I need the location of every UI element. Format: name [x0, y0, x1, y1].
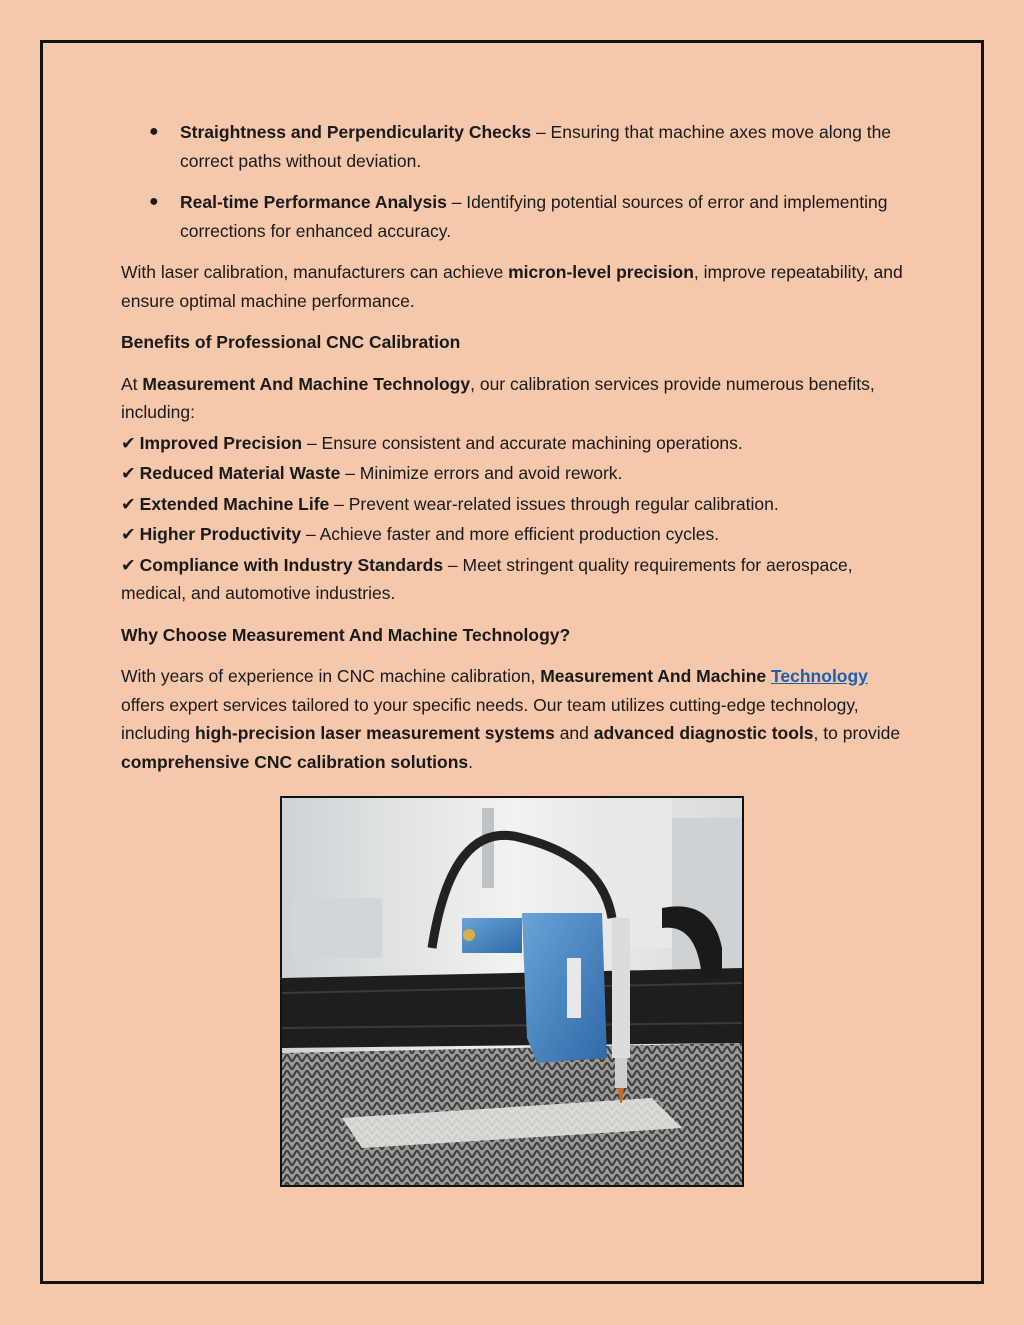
paragraph-text: , to provide [813, 723, 901, 743]
company-name: Measurement And Machine [540, 666, 772, 686]
bullet-title: Straightness and Perpendicularity Checks [180, 122, 532, 142]
paragraph-emphasis: advanced diagnostic tools [593, 723, 814, 743]
technology-link[interactable]: Technology [771, 666, 868, 686]
benefit-item [121, 551, 911, 608]
why-choose-heading: Why Choose Measurement And Machine Technology? [121, 624, 571, 645]
why-choose-paragraph [121, 662, 911, 776]
check-mark-icon: ✔ [121, 493, 136, 514]
paragraph-text: With laser calibration, manufacturers can achieve [121, 262, 509, 282]
benefit-text: – Meet stringent quality requirements for aerospace, medical, and automotive industries. [121, 554, 853, 603]
benefit-text: – Achieve faster and more efficient production cycles. [301, 524, 720, 544]
bullet-item [121, 188, 911, 245]
company-name: Measurement And Machine Technology [142, 373, 471, 394]
paragraph-text: offers expert services tailored to your specific needs. Our team utilizes cutting-edge technology, including [121, 694, 859, 743]
bullet-dot-icon: ● [149, 123, 159, 140]
bullet-dot-icon: ● [149, 193, 159, 210]
paragraph-emphasis: comprehensive CNC calibration solutions [121, 751, 469, 772]
cnc-machine-illustration [282, 798, 742, 1185]
paragraph-text: , our calibration services provide numerous benefits, including: [121, 373, 875, 422]
document-body [121, 118, 911, 789]
bullet-text: – Ensuring that machine axes move along the correct paths without deviation. [180, 122, 892, 171]
bullet-title: Real-time Performance Analysis [180, 192, 447, 212]
paragraph-text: , improve repeatability, and ensure optimal machine performance. [121, 262, 903, 311]
paragraph-text: and [554, 723, 594, 743]
check-mark-icon: ✔ [121, 432, 136, 453]
benefit-title: Compliance with Industry Standards [139, 554, 444, 575]
benefit-title: Extended Machine Life [139, 493, 330, 514]
check-mark-icon: ✔ [121, 463, 136, 483]
benefit-title: Reduced Material Waste [139, 463, 341, 483]
check-mark-icon: ✔ [121, 524, 136, 544]
benefit-text: – Prevent wear-related issues through regular calibration. [329, 493, 779, 514]
benefit-title: Improved Precision [139, 432, 303, 453]
benefit-item [121, 520, 911, 549]
feature-bullet-list [121, 118, 911, 245]
benefit-text: – Ensure consistent and accurate machining operations. [302, 432, 743, 453]
bullet-text: – Identifying potential sources of error and implementing corrections for enhanced accuracy. [180, 192, 888, 241]
benefit-item [121, 459, 911, 488]
benefits-intro [121, 370, 911, 427]
laser-calibration-paragraph [121, 258, 911, 315]
benefit-text: – Minimize errors and avoid rework. [340, 463, 623, 483]
paragraph-emphasis: high-precision laser measurement systems [194, 723, 555, 743]
paragraph-text: . [468, 751, 474, 772]
benefit-title: Higher Productivity [139, 524, 302, 544]
check-mark-icon: ✔ [121, 554, 136, 575]
benefit-item [121, 429, 911, 458]
paragraph-text: With years of experience in CNC machine calibration, [121, 666, 541, 686]
paragraph-emphasis: micron-level precision [508, 262, 694, 282]
bullet-item [121, 118, 911, 175]
benefits-heading: Benefits of Professional CNC Calibration [121, 332, 461, 352]
benefit-item [121, 490, 911, 519]
cnc-machine-photo [280, 796, 744, 1187]
benefits-checklist [121, 429, 911, 608]
paragraph-text: At [121, 373, 143, 394]
